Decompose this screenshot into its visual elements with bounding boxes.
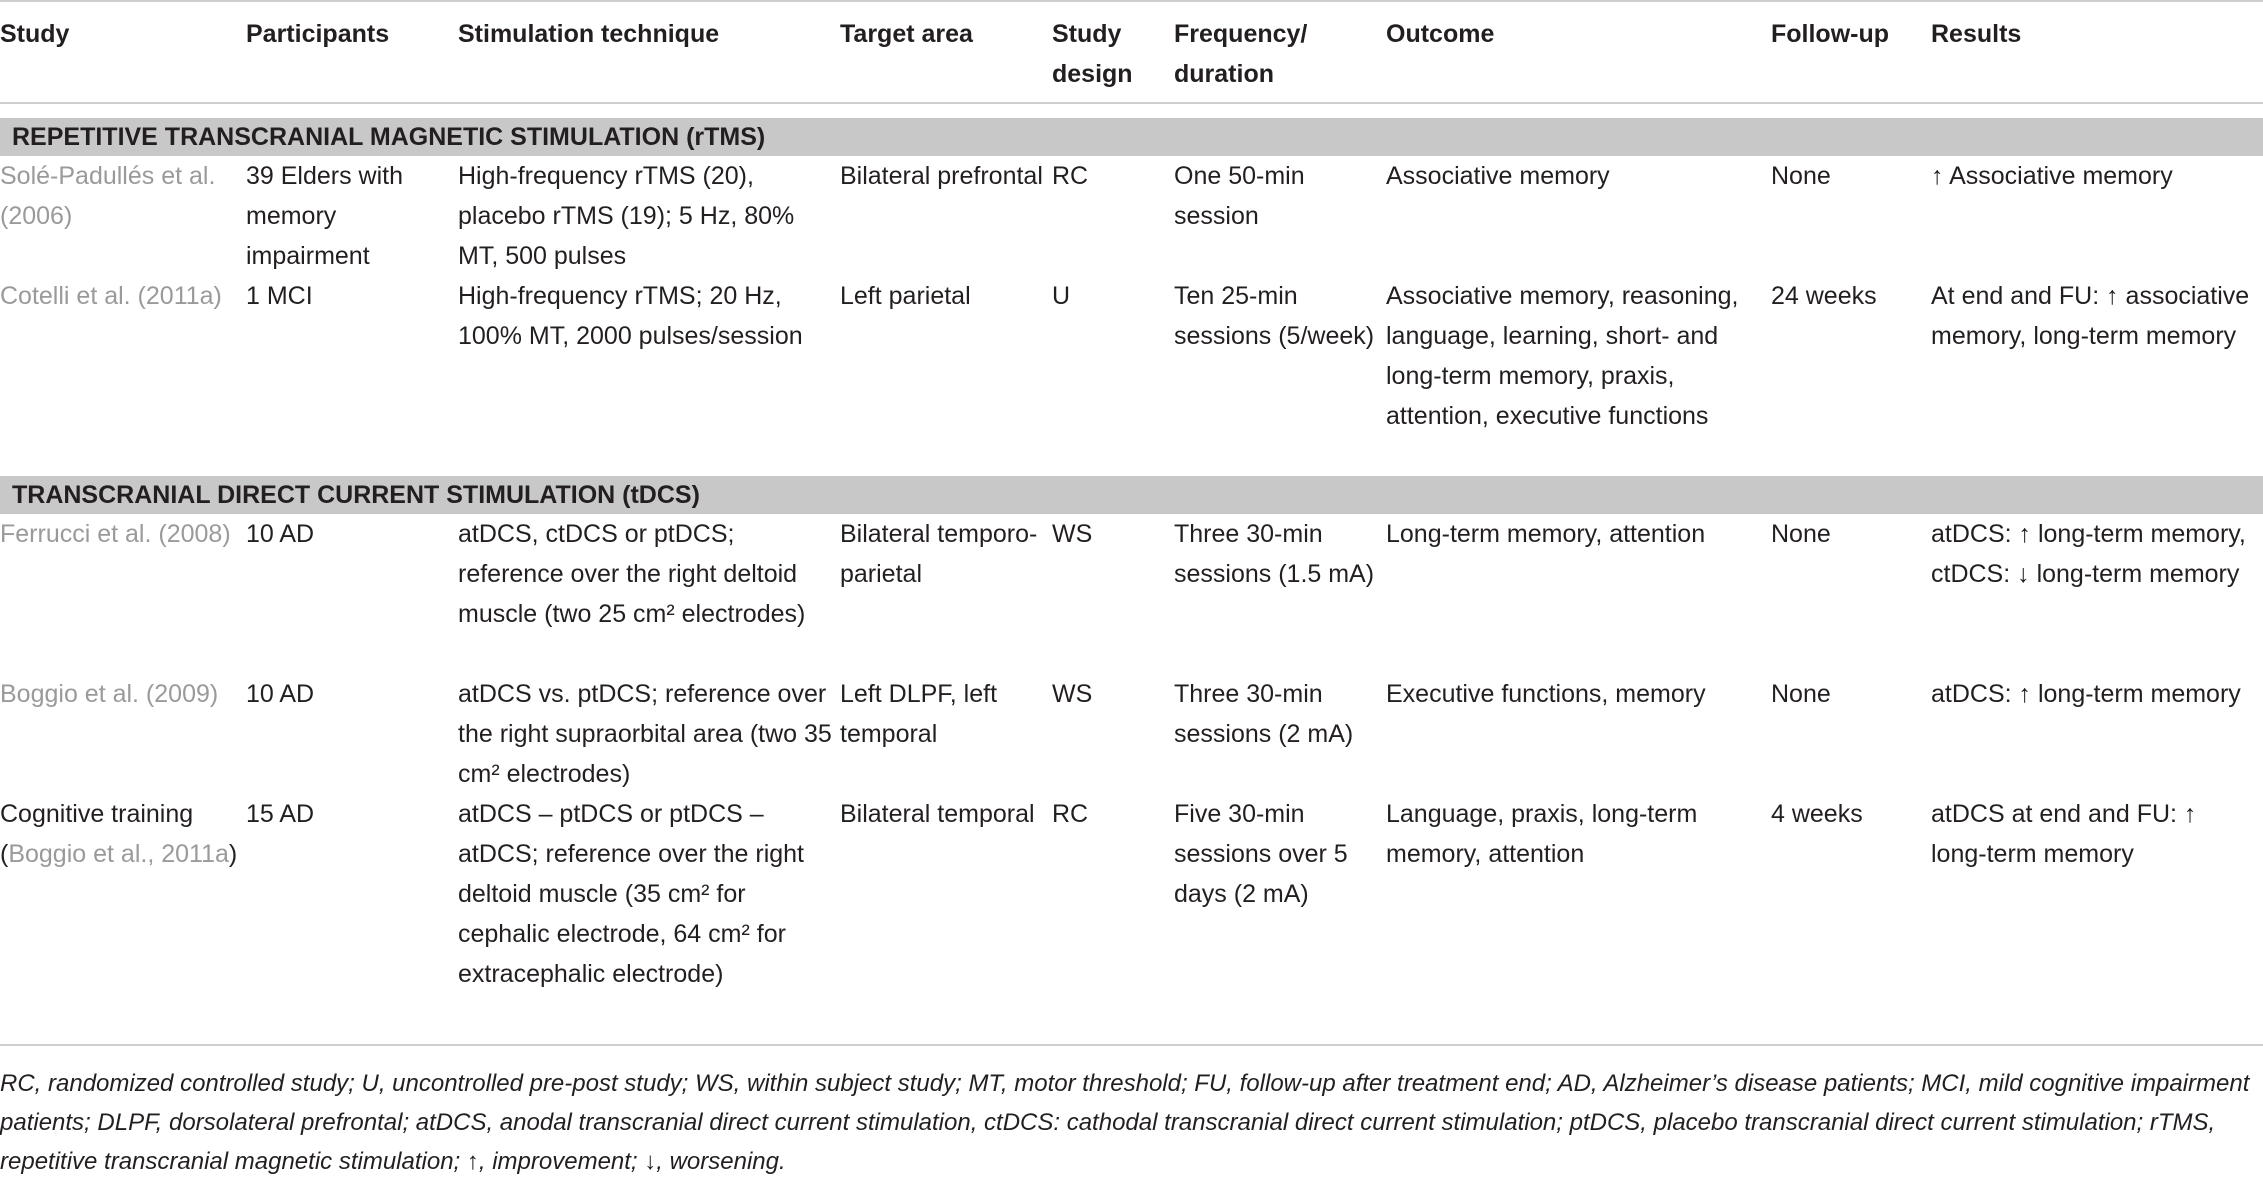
section-header-tdcs xyxy=(0,476,2263,514)
cell-participants: 10 AD xyxy=(246,680,315,708)
cell-results: atDCS: ↑ long-term memory xyxy=(1931,680,2241,708)
cell-study xyxy=(0,794,246,1034)
header-outcome: Outcome xyxy=(1386,1,1771,103)
cell-target: Bilateral temporal xyxy=(840,800,1035,828)
cell-followup: 4 weeks xyxy=(1771,800,1863,828)
cell-participants: 1 MCI xyxy=(246,282,313,310)
cell-results: atDCS: ↑ long-term memory, ctDCS: ↓ long-term memory xyxy=(1931,520,2246,588)
study-suffix: ) xyxy=(228,840,238,868)
cell-followup: None xyxy=(1771,680,1831,708)
section-title: TRANSCRANIAL DIRECT CURRENT STIMULATION (tDCS) xyxy=(0,476,2263,514)
cell-technique: High-frequency rTMS (20), placebo rTMS (19); 5 Hz, 80% MT, 500 pulses xyxy=(458,162,795,270)
header-design: Study design xyxy=(1052,1,1174,103)
cell-outcome: Executive functions, memory xyxy=(1386,680,1706,708)
header-frequency: Frequency/ duration xyxy=(1174,1,1386,103)
cell-frequency: Three 30-min sessions (2 mA) xyxy=(1174,680,1354,748)
cell-design: RC xyxy=(1052,162,1089,190)
cell-technique: atDCS, ctDCS or ptDCS; reference over the right deltoid muscle (two 25 cm² electrodes) xyxy=(458,520,806,628)
cell-target: Left parietal xyxy=(840,282,971,310)
cell-frequency: Three 30-min sessions (1.5 mA) xyxy=(1174,520,1375,588)
header-target: Target area xyxy=(840,1,1052,103)
header-row xyxy=(0,1,2263,103)
cell-outcome: Language, praxis, long-term memory, attention xyxy=(1386,800,1698,868)
table-footnote: RC, randomized controlled study; U, uncontrolled pre-post study; WS, within subject study; MT, motor threshold; FU, follow-up after treatment end; AD, Alzheimer’s disease patients; MCI, mild cognitive impairment patients; DLPF, dorsolateral prefrontal; atDCS, anodal transcranial direct current stimulation, ctDCS: cathodal transcranial direct current stimulation; ptDCS, placebo transcranial direct current stimulation; rTMS, repetitive transcranial magnetic stimulation; ↑, improvement; ↓, worsening. xyxy=(0,1044,2263,1181)
cell-design: RC xyxy=(1052,800,1089,828)
cell-followup: None xyxy=(1771,162,1831,190)
cell-participants: 15 AD xyxy=(246,800,315,828)
cell-design: U xyxy=(1052,282,1071,310)
spacer-row xyxy=(0,103,2263,118)
cell-results: atDCS at end and FU: ↑ long-term memory xyxy=(1931,800,2197,868)
cell-target: Bilateral temporo-parietal xyxy=(840,520,1038,588)
cell-participants: 10 AD xyxy=(246,520,315,548)
header-followup: Follow-up xyxy=(1771,1,1931,103)
cell-study xyxy=(0,674,246,794)
cell-study xyxy=(0,156,246,276)
cell-followup: None xyxy=(1771,520,1831,548)
table-row xyxy=(0,514,2263,674)
cell-followup: 24 weeks xyxy=(1771,282,1877,310)
study-prefix: Cognitive training ( xyxy=(0,800,194,868)
study-reference: Solé-Padullés et al. (2006) xyxy=(0,162,216,230)
cell-outcome: Long-term memory, attention xyxy=(1386,520,1706,548)
cell-technique: atDCS – ptDCS or ptDCS – atDCS; reference over the right deltoid muscle (35 cm² for cephalic electrode, 64 cm² for extracephalic electrode) xyxy=(458,800,804,988)
section-title: REPETITIVE TRANSCRANIAL MAGNETIC STIMULATION (rTMS) xyxy=(0,118,2263,156)
cell-outcome: Associative memory, reasoning, language, learning, short- and long-term memory, praxis, attention, executive functions xyxy=(1386,282,1739,430)
table-row xyxy=(0,674,2263,794)
study-reference: Cotelli et al. (2011a) xyxy=(0,282,222,310)
header-participants: Participants xyxy=(246,1,458,103)
cell-design: WS xyxy=(1052,680,1093,708)
cell-results: ↑ Associative memory xyxy=(1931,162,2173,190)
cell-results: At end and FU: ↑ associative memory, long-term memory xyxy=(1931,282,2250,350)
cell-study xyxy=(0,514,246,674)
cell-target: Bilateral prefrontal xyxy=(840,162,1043,190)
cell-outcome: Associative memory xyxy=(1386,162,1610,190)
table-row xyxy=(0,794,2263,1034)
study-reference: Ferrucci et al. (2008) xyxy=(0,520,231,548)
table-row xyxy=(0,276,2263,476)
study-reference: Boggio et al. (2009) xyxy=(0,680,219,708)
header-results: Results xyxy=(1931,1,2263,103)
cell-frequency: Five 30-min sessions over 5 days (2 mA) xyxy=(1174,800,1348,908)
header-study: Study xyxy=(0,1,246,103)
cell-participants: 39 Elders with memory impairment xyxy=(246,162,404,270)
study-reference: Boggio et al., 2011a xyxy=(8,840,229,868)
cell-target: Left DLPF, left temporal xyxy=(840,680,998,748)
cell-technique: atDCS vs. ptDCS; reference over the right supraorbital area (two 35 cm² electrodes) xyxy=(458,680,832,788)
cell-technique: High-frequency rTMS; 20 Hz, 100% MT, 2000 pulses/session xyxy=(458,282,803,350)
cell-study xyxy=(0,276,246,476)
cell-design: WS xyxy=(1052,520,1093,548)
header-technique: Stimulation technique xyxy=(458,1,840,103)
section-header-rtms xyxy=(0,118,2263,156)
cell-frequency: Ten 25-min sessions (5/week) xyxy=(1174,282,1375,350)
cell-frequency: One 50-min session xyxy=(1174,162,1305,230)
table-row xyxy=(0,156,2263,276)
